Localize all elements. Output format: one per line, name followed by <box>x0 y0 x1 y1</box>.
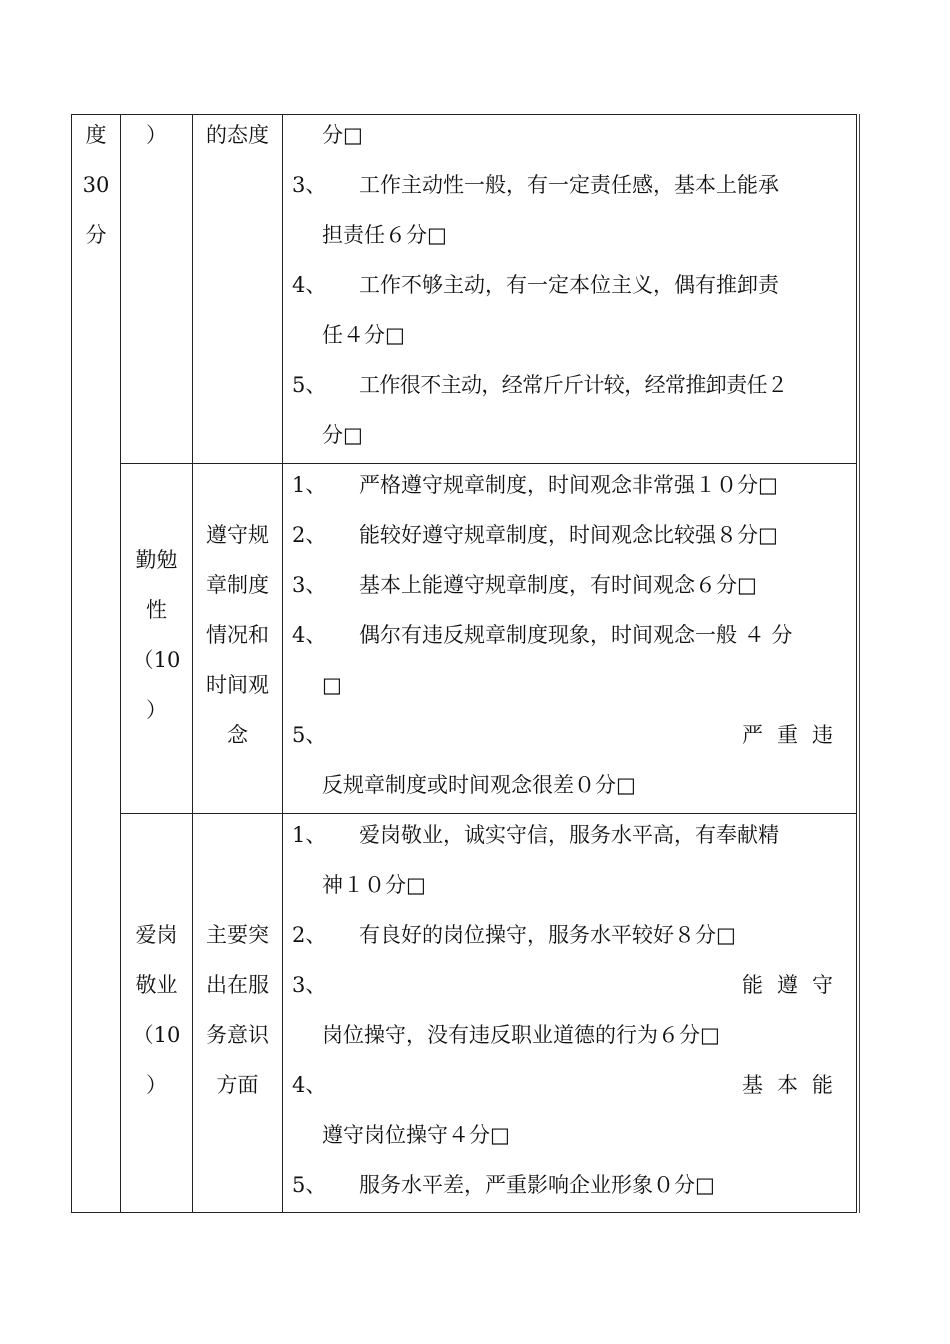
item-text: 敬业 <box>135 973 178 997</box>
category-text: 分 <box>85 223 107 247</box>
criteria-text: 爱岗敬业，诚实守信，服务水平高，有奉献精 <box>359 823 779 847</box>
criteria-text: 基本能 <box>742 1073 847 1097</box>
content-text: 念 <box>227 723 248 747</box>
item-text: ） <box>146 1073 167 1097</box>
criteria-text: 能较好遵守规章制度，时间观念比较强８分□ <box>359 523 778 547</box>
content-cell <box>193 510 282 760</box>
content-cell: 的态度 <box>206 123 269 147</box>
criteria-text: 能遵守 <box>742 973 847 997</box>
criteria-text: 分□ <box>322 123 363 147</box>
column-divider-3 <box>282 114 283 1213</box>
criteria-text: 担责任６分□ <box>322 223 447 247</box>
criteria-text: 严格遵守规章制度，时间观念非常强１０分□ <box>359 473 778 497</box>
criteria-number: 5、 <box>292 1173 327 1197</box>
criteria-text: 任４分□ <box>322 323 405 347</box>
criteria-text: 岗位操守，没有违反职业道德的行为６分□ <box>322 1023 720 1047</box>
criteria-text: 服务水平差，严重影响企业形象０分□ <box>359 1173 715 1197</box>
item-text: （10 <box>132 1023 181 1047</box>
content-text: 遵守规 <box>206 523 269 547</box>
criteria-text: 偶尔有违反规章制度现象，时间观念一般 ４ 分 <box>359 623 793 647</box>
criteria-text: 反规章制度或时间观念很差０分□ <box>322 773 636 797</box>
criteria-number: 3、 <box>292 173 327 197</box>
item-cell <box>121 910 192 1110</box>
criteria-text: 有良好的岗位操守，服务水平较好８分□ <box>359 923 736 947</box>
criteria-text: 遵守岗位操守４分□ <box>322 1123 510 1147</box>
criteria-number: 1、 <box>292 823 327 847</box>
content-cell <box>193 910 282 1110</box>
criteria-number: 5、 <box>292 373 327 397</box>
content-text: 方面 <box>216 1073 259 1097</box>
item-text: 勤勉 <box>135 548 178 572</box>
criteria-text: 工作不够主动，有一定本位主义，偶有推卸责 <box>359 273 779 297</box>
criteria-text: 严重违 <box>742 723 847 747</box>
criteria-number: 2、 <box>292 523 327 547</box>
content-text: 章制度 <box>206 573 269 597</box>
criteria-number: 3、 <box>292 973 327 997</box>
category-text: 度 <box>85 123 107 147</box>
item-cell <box>121 535 192 735</box>
category-text: 30 <box>82 173 110 197</box>
criteria-text: □ <box>322 673 342 697</box>
criteria-number: 2、 <box>292 923 327 947</box>
content-text: 时间观 <box>206 673 269 697</box>
item-text: ） <box>146 698 167 722</box>
content-text: 务意识 <box>206 1023 269 1047</box>
criteria-number: 4、 <box>292 623 327 647</box>
criteria-number: 5、 <box>292 723 327 747</box>
criteria-text: 基本上能遵守规章制度，有时间观念６分□ <box>359 573 757 597</box>
criteria-text: 工作主动性一般，有一定责任感，基本上能承 <box>359 173 779 197</box>
criteria-text: 工作很不主动，经常斤斤计较，经常推卸责任２ <box>359 373 788 397</box>
item-text: （10 <box>132 648 181 672</box>
criteria-number: 3、 <box>292 573 327 597</box>
category-cell <box>72 110 120 260</box>
content-text: 主要突 <box>206 923 269 947</box>
table-right-double-border <box>859 114 860 1213</box>
criteria-number: 4、 <box>292 273 327 297</box>
item-text: 爱岗 <box>135 923 178 947</box>
criteria-number: 1、 <box>292 473 327 497</box>
content-text: 出在服 <box>206 973 269 997</box>
criteria-text: 分□ <box>322 423 363 447</box>
item-text: 性 <box>146 598 167 622</box>
criteria-number: 4、 <box>292 1073 327 1097</box>
item-cell: ） <box>146 123 167 147</box>
criteria-text: 神１０分□ <box>322 873 426 897</box>
content-text: 情况和 <box>206 623 269 647</box>
